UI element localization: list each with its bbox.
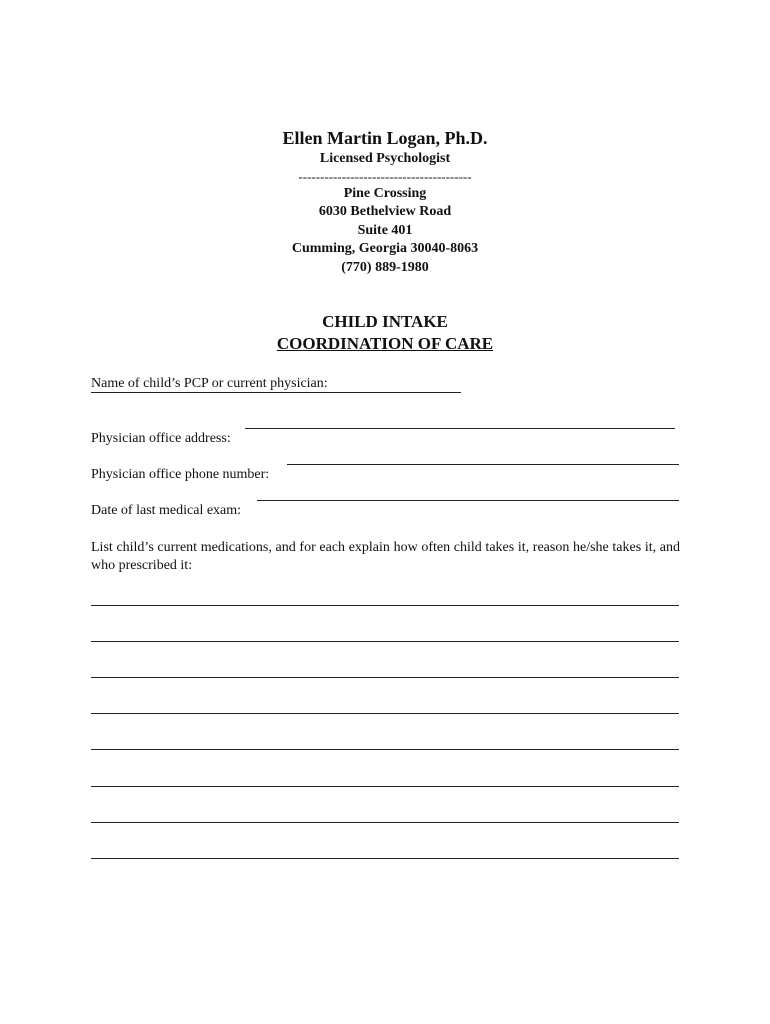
exam-label: Date of last medical exam: xyxy=(91,503,242,518)
form-title-line1: CHILD INTAKE xyxy=(322,312,448,331)
form-title xyxy=(0,311,770,355)
pcp-field[interactable] xyxy=(91,392,461,393)
medication-line[interactable] xyxy=(91,749,679,750)
medications-prompt: List child’s current medications, and for each explain how often child takes it, reason he/she takes it, and who prescribed it: xyxy=(91,540,680,573)
medication-line[interactable] xyxy=(91,677,679,678)
form-title-line2: COORDINATION OF CARE xyxy=(276,334,494,353)
psychologist-name: Ellen Martin Logan, Ph.D. xyxy=(282,128,488,148)
phone-label: Physician office phone number: xyxy=(91,467,270,482)
address-line-suite: Suite 401 xyxy=(357,222,413,238)
psychologist-title: Licensed Psychologist xyxy=(319,151,451,166)
medication-line[interactable] xyxy=(91,822,679,823)
pcp-label: Name of child’s PCP or current physician: xyxy=(91,376,328,391)
exam-field[interactable] xyxy=(257,500,679,501)
address-label: Physician office address: xyxy=(91,431,231,446)
medication-line[interactable] xyxy=(91,858,679,859)
letterhead xyxy=(0,126,770,277)
address-field[interactable] xyxy=(245,428,675,429)
medication-line[interactable] xyxy=(91,713,679,714)
medication-line[interactable] xyxy=(91,641,679,642)
phone-field[interactable] xyxy=(287,464,679,465)
phone-number: (770) 889-1980 xyxy=(341,259,429,275)
address-line-building: Pine Crossing xyxy=(343,185,427,201)
medication-line[interactable] xyxy=(91,605,679,606)
medication-line[interactable] xyxy=(91,786,679,787)
letterhead-divider: ---------------------------------------- xyxy=(298,168,472,184)
address-line-city: Cumming, Georgia 30040-8063 xyxy=(291,241,479,256)
address-line-street: 6030 Bethelview Road xyxy=(318,204,452,219)
